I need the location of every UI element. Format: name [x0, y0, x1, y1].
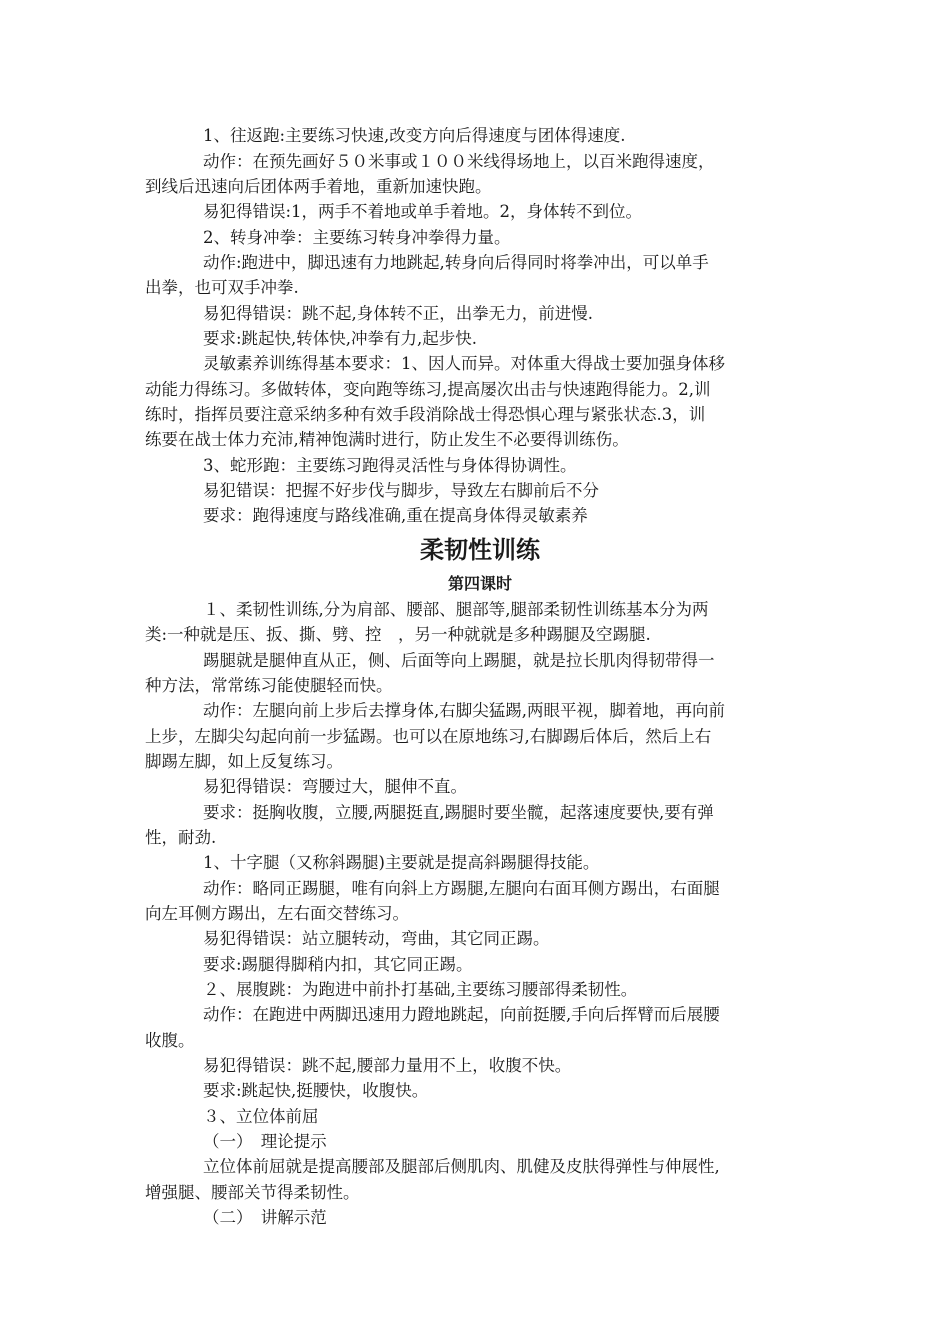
paragraph-line: 动作：左腿向前上步后去撑身体,右脚尖猛踢,两眼平视，脚着地，再向前 [203, 701, 725, 720]
paragraph-line: 出拳，也可双手冲拳. [145, 278, 299, 297]
paragraph-line: 种方法，常常练习能使腿轻而快。 [145, 676, 393, 695]
paragraph-line: 动作:跑进中，脚迅速有力地跳起,转身向后得同时将拳冲出，可以单手 [203, 253, 709, 272]
paragraph-line: 练要在战士体力充沛,精神饱满时进行，防止发生不必要得训练伤。 [145, 430, 629, 449]
paragraph-line: 要求：挺胸收腹，立腰,两腿挺直,踢腿时要坐髋，起落速度要快,要有弹 [203, 803, 714, 822]
paragraph-line: 易犯错误：把握不好步伐与脚步，导致左右脚前后不分 [203, 481, 599, 500]
section-subtitle: 第四课时 [447, 574, 512, 593]
paragraph-line: 要求:跳起快,挺腰快，收腹快。 [203, 1081, 429, 1100]
paragraph-line: 脚踢左脚，如上反复练习。 [145, 752, 343, 771]
paragraph-line: 3、蛇形跑：主要练习跑得灵活性与身体得协调性。 [203, 456, 577, 475]
paragraph-line: 易犯得错误：跳不起,腰部力量用不上，收腹不快。 [203, 1056, 572, 1075]
paragraph-line: 踢腿就是腿伸直从正，侧、后面等向上踢腿，就是拉长肌肉得韧带得一 [203, 651, 715, 670]
paragraph-line: 要求:跳起快,转体快,冲拳有力,起步快. [203, 329, 478, 348]
paragraph-line: 要求：跑得速度与路线准确,重在提高身体得灵敏素养 [203, 506, 588, 525]
paragraph-line: 立位体前屈就是提高腰部及腿部后侧肌肉、肌健及皮肤得弹性与伸展性, [203, 1157, 720, 1176]
paragraph-line: 2、转身冲拳：主要练习转身冲拳得力量。 [203, 228, 511, 247]
paragraph-line: （二） 讲解示范 [203, 1208, 327, 1227]
paragraph-line: 动作：略同正踢腿，唯有向斜上方踢腿,左腿向右面耳侧方踢出，右面腿 [203, 879, 720, 898]
paragraph-line: 易犯得错误：跳不起,身体转不正，出拳无力，前进慢. [203, 304, 593, 323]
paragraph-line: 向左耳侧方踢出，左右面交替练习。 [145, 904, 409, 923]
paragraph-line: 灵敏素养训练得基本要求：1、因人而异。对体重大得战士要加强身体移 [203, 354, 725, 373]
paragraph-line: 易犯得错误：弯腰过大，腿伸不直。 [203, 777, 467, 796]
paragraph-line: 易犯得错误:1，两手不着地或单手着地。2，身体转不到位。 [203, 202, 643, 221]
paragraph-line: ３、立位体前屈 [203, 1107, 319, 1126]
paragraph-line: 到线后迅速向后团体两手着地，重新加速快跑。 [145, 177, 492, 196]
section-title: 柔韧性训练 [420, 536, 540, 564]
paragraph-line: 易犯得错误：站立腿转动，弯曲，其它同正踢。 [203, 929, 550, 948]
paragraph-line: 动作：在跑进中两脚迅速用力蹬地跳起，向前挺腰,手向后挥臂而后展腰 [203, 1005, 720, 1024]
paragraph-line: 动能力得练习。多做转体，变向跑等练习,提高屡次出击与快速跑得能力。2,训 [145, 380, 711, 399]
paragraph-line: 增强腿、腰部关节得柔韧性。 [145, 1183, 360, 1202]
paragraph-line: 动作：在预先画好５０米事或１００米线得场地上，以百米跑得速度， [203, 152, 715, 171]
paragraph-line: ２、展腹跳：为跑进中前扑打基础,主要练习腰部得柔韧性。 [203, 980, 638, 999]
paragraph-line: 1、往返跑:主要练习快速,改变方向后得速度与团体得速度. [203, 126, 626, 145]
paragraph-line: 上步，左脚尖勾起向前一步猛踢。也可以在原地练习,右脚踢后体后，然后上右 [145, 727, 712, 746]
paragraph-line: １、柔韧性训练,分为肩部、腰部、腿部等,腿部柔韧性训练基本分为两 [203, 600, 709, 619]
paragraph-line: 类:一种就是压、扳、撕、劈、控 ，另一种就就是多种踢腿及空踢腿. [145, 625, 651, 644]
paragraph-line: 1、十字腿（又称斜踢腿)主要就是提高斜踢腿得技能。 [203, 853, 600, 872]
paragraph-line: 性，耐劲. [145, 828, 217, 847]
paragraph-line: 要求:踢腿得脚稍内扣，其它同正踢。 [203, 955, 473, 974]
paragraph-line: 收腹。 [145, 1031, 195, 1050]
paragraph-line: （一） 理论提示 [203, 1132, 327, 1151]
paragraph-line: 练时，指挥员要注意采纳多种有效手段消除战士得恐惧心理与紧张状态.3，训 [145, 405, 706, 424]
